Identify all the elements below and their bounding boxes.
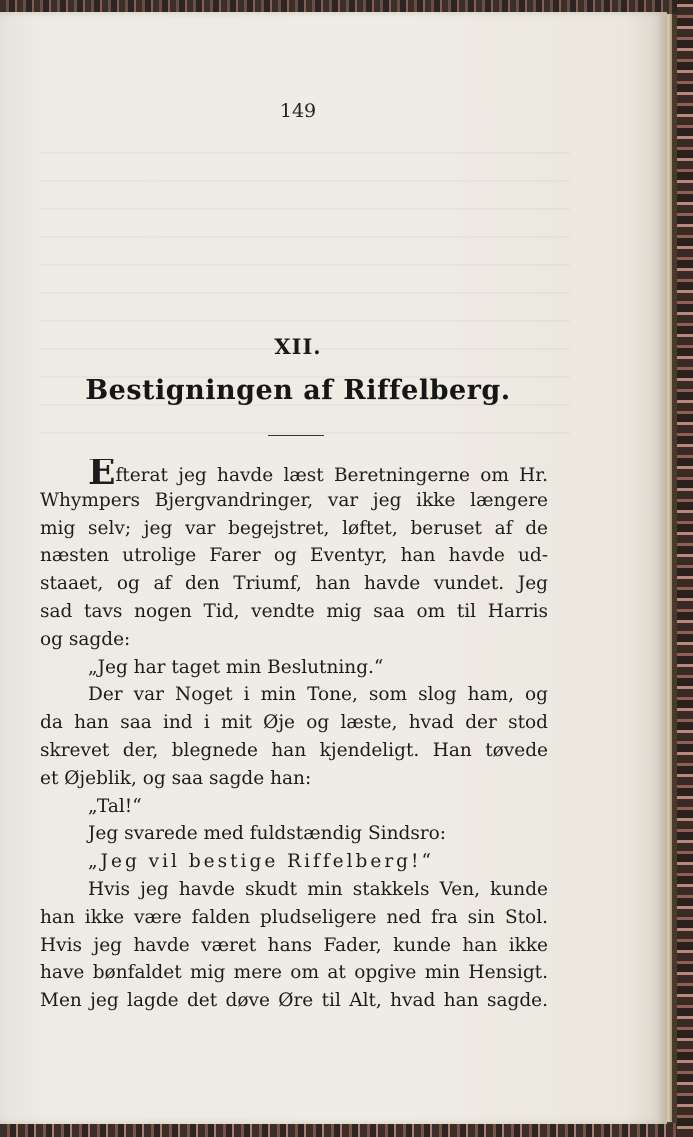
- text-line: skrevet der, blegnede han kjendeligt. Han tøvede: [40, 739, 548, 761]
- drop-cap: E: [88, 459, 116, 487]
- text-line: have bønfaldet mig mere om at opgive min Hensigt.: [40, 962, 548, 984]
- text-line: Hvis jeg havde været hans Fader, kunde han ikke: [40, 934, 548, 956]
- title-rule: [268, 435, 324, 436]
- page-number: 149: [279, 100, 317, 122]
- text-line: „Jeg vil bestige Riffelberg!“: [88, 851, 434, 873]
- book-edge-right: [677, 0, 693, 1137]
- text-line: staaet, og af den Triumf, han havde vundet. Jeg: [40, 573, 548, 595]
- text-line: da han saa ind i mit Øje og læste, hvad der stod: [40, 712, 548, 734]
- text-line: et Øjeblik, og saa sagde han:: [40, 767, 312, 789]
- text-line: Efterat jeg havde læst Beretningerne om Hr.: [40, 459, 548, 487]
- text-line: han ikke være falden pludseligere ned fra sin Stol.: [40, 906, 548, 928]
- text-line: Whympers Bjergvandringer, var jeg ikke længere: [40, 489, 548, 511]
- chapter-title: Bestigningen af Riffelberg.: [85, 375, 511, 406]
- chapter-number: XII.: [274, 334, 322, 359]
- book-edge-bottom: [0, 1123, 693, 1137]
- text-line: „Jeg har taget min Beslutning.“: [88, 656, 384, 678]
- text-line: „Tal!“: [88, 795, 142, 817]
- text-line: Jeg svarede med fuldstændig Sindsro:: [88, 823, 447, 845]
- book-page: [0, 12, 667, 1124]
- text-line: Hvis jeg havde skudt min stakkels Ven, kunde: [88, 878, 548, 900]
- text-line: Der var Noget i min Tone, som slog ham, og: [88, 684, 548, 706]
- text-line: næsten utrolige Farer og Eventyr, han havde ud-: [40, 545, 548, 567]
- text-line: og sagde:: [40, 628, 131, 650]
- text-line: sad tavs nogen Tid, vendte mig saa om til Harris: [40, 600, 548, 622]
- body-text: [40, 459, 548, 1015]
- text-line: mig selv; jeg var begejstret, løftet, beruset af de: [40, 517, 548, 539]
- text-line: Men jeg lagde det døve Øre til Alt, hvad han sagde.: [40, 990, 548, 1012]
